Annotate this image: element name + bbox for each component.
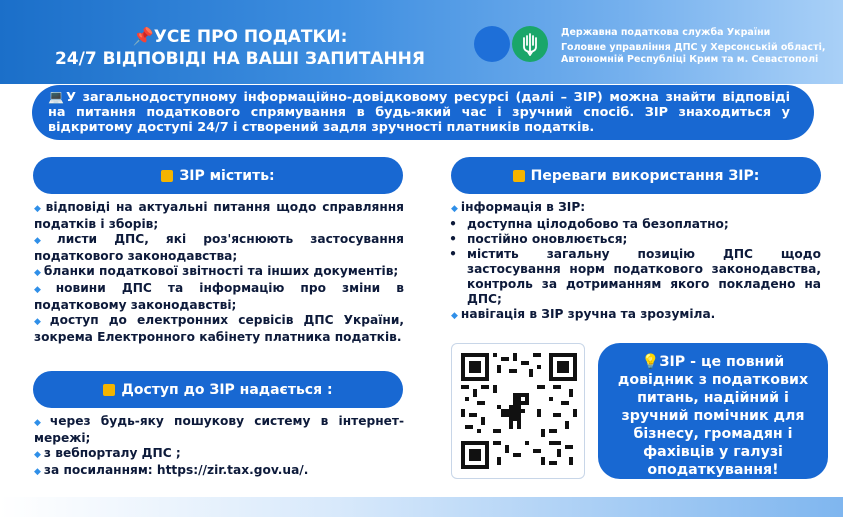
contains-heading bbox=[33, 157, 403, 194]
list-item bbox=[34, 463, 404, 480]
diamond-bullet-icon: ◆ bbox=[34, 418, 47, 428]
dot-bullet-icon: • bbox=[449, 232, 457, 246]
list-item: ◆ з вебпорталу ДПС ; bbox=[34, 446, 181, 460]
sub-list-item: • постійно оновлюється; bbox=[449, 232, 628, 246]
diamond-bullet-icon: ◆ bbox=[34, 317, 47, 327]
dot-bullet-icon: • bbox=[449, 247, 457, 261]
diamond-bullet-icon: ◆ bbox=[451, 311, 458, 321]
dps-logo-circle bbox=[474, 26, 510, 62]
diamond-bullet-icon: ◆ bbox=[34, 467, 41, 477]
advantages-heading bbox=[451, 157, 821, 194]
title-line-2: 24/7 ВІДПОВІДІ НА ВАШІ ЗАПИТАННЯ bbox=[54, 49, 426, 69]
yellow-square-icon bbox=[103, 384, 115, 396]
org-line-1: Державна податкова служба України bbox=[561, 27, 771, 38]
intro-banner: 💻У загальнодоступному інформаційно-довідковому ресурсі (далі – ЗІР) можна знайти відповіді на питання податкового спрямування в будь-який час і зручний спосіб. ЗІР знаходиться у відкритому доступі 24/7 і створений задля зручності платників податків. bbox=[32, 85, 814, 140]
org-line-3: Автономній Республіці Крим та м. Севастополі bbox=[561, 54, 819, 65]
diamond-bullet-icon: ◆ bbox=[34, 236, 54, 246]
page-title bbox=[40, 26, 440, 70]
access-list bbox=[34, 414, 404, 480]
list-item: ◆ через будь-яку пошукову систему в інтернет-мережі; bbox=[34, 414, 405, 445]
list-item: ◆ інформація в ЗІР: bbox=[451, 200, 586, 214]
diamond-bullet-icon: ◆ bbox=[34, 450, 41, 460]
qr-code-image bbox=[461, 353, 577, 469]
trident-emblem-icon bbox=[512, 26, 548, 62]
sub-list-item: • доступна цілодобово та безоплатно; bbox=[449, 217, 729, 231]
list-item: ◆ навігація в ЗІР зручна та зрозуміла. bbox=[451, 307, 716, 321]
qr-code[interactable] bbox=[451, 343, 585, 479]
org-line-2: Головне управління ДПС у Херсонській області, bbox=[561, 42, 826, 53]
contains-heading-label: ЗІР містить: bbox=[179, 167, 275, 184]
access-heading-label: Доступ до ЗІР надається : bbox=[121, 381, 333, 398]
advantages-list bbox=[451, 200, 821, 324]
callout-summary: 💡ЗІР - це повний довідник з податкових питань, надійний і зручний помічник для бізнесу, громадян і фахівців у галузі оподаткування! bbox=[598, 343, 828, 479]
footer-gradient bbox=[0, 497, 843, 517]
list-item: ◆ бланки податкової звітності та інших документів; bbox=[34, 264, 399, 278]
sub-list-item: • містить загальну позицію ДПС щодо застосування норм податкового законодавства, контроль за дотриманням якого покладено на ДПС; bbox=[449, 247, 821, 306]
zir-link[interactable]: за посиланням: https://zir.tax.gov.ua/. bbox=[43, 463, 309, 477]
list-item: ◆ доступ до електронних сервісів ДПС України, зокрема Електронного кабінету платника податків. bbox=[34, 313, 404, 344]
header-banner bbox=[0, 0, 843, 84]
diamond-bullet-icon: ◆ bbox=[34, 204, 43, 214]
diamond-bullet-icon: ◆ bbox=[451, 204, 458, 214]
list-item: ◆ листи ДПС, які роз'яснюють застосування податкового законодавства; bbox=[34, 232, 405, 263]
yellow-square-icon bbox=[513, 170, 525, 182]
advantages-heading-label: Переваги використання ЗІР: bbox=[530, 167, 760, 184]
title-line-1: 📌УСЕ ПРО ПОДАТКИ: bbox=[132, 27, 348, 47]
diamond-bullet-icon: ◆ bbox=[34, 268, 41, 278]
access-heading bbox=[33, 371, 403, 408]
organization-name bbox=[561, 27, 831, 66]
dot-bullet-icon: • bbox=[449, 217, 457, 231]
yellow-square-icon bbox=[161, 170, 173, 182]
diamond-bullet-icon: ◆ bbox=[34, 285, 53, 295]
list-item: ◆ відповіді на актуальні питання щодо справляння податків і зборів; bbox=[34, 200, 404, 231]
list-item: ◆ новини ДПС та інформацію про зміни в податковому законодавстві; bbox=[34, 281, 404, 312]
contains-list bbox=[34, 200, 404, 345]
